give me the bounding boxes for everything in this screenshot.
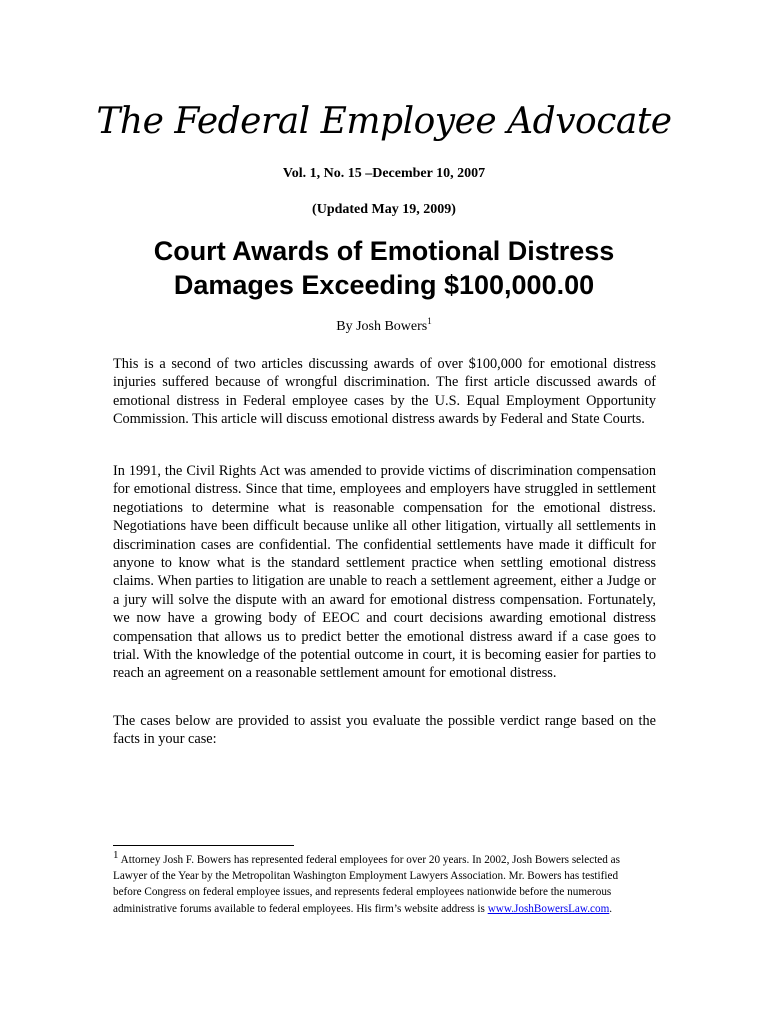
footnote-text: Attorney Josh F. Bowers has represented federal employees for over 20 years. In 2002, Josh Bowers selected as Lawyer of the Year by the Metropolitan Washington Employment Lawyers Association. Mr. Bowers has testified before Congress on federal employee issues, and represents federal employees nationwide before the numerous administrative forums available to federal employees. His firm’s website address is bbox=[113, 854, 620, 915]
footnote bbox=[113, 849, 643, 917]
byline-text: By Josh Bowers bbox=[336, 319, 428, 334]
article-headline bbox=[0, 234, 768, 302]
footnote-separator bbox=[113, 845, 294, 846]
footnote-mark: 1 bbox=[113, 849, 119, 861]
paragraph-cases-intro: The cases below are provided to assist you evaluate the possible verdict range based on the facts in your case: bbox=[113, 713, 656, 748]
headline-line-2: Damages Exceeding $100,000.00 bbox=[173, 270, 595, 300]
byline bbox=[0, 318, 768, 336]
newsletter-title: The Federal Employee Advocate bbox=[96, 101, 672, 142]
footnote-end: . bbox=[609, 902, 613, 915]
updated-line: (Updated May 19, 2009) bbox=[312, 202, 456, 217]
byline-footnote-mark[interactable]: 1 bbox=[427, 316, 432, 326]
paragraph-background: In 1991, the Civil Rights Act was amended to provide victims of discrimination compensation for emotional distress. Since that time, employees and employers have struggled in settlement negotiations to determine what is reasonable compensation for the emotional distress. Negotiations have been difficult because unlike all other litigation, virtually all settlements in discrimination cases are confidential. The confidential settlements have made it difficult for anyone to know what is the standard settlement practice when settling emotional distress claims. When parties to litigation are unable to reach a settlement agreement, either a Judge or a jury will solve the dispute with an award for emotional distress compensation. Fortunately, we now have a growing body of EEOC and court decisions awarding emotional distress compensation that allows us to predict better the emotional distress award if a case goes to trial. With the knowledge of the potential outcome in court, it is becoming easier for parties to reach an agreement on a reasonable settlement amount for emotional distress. bbox=[113, 463, 656, 682]
paragraph-intro: This is a second of two articles discussing awards of over $100,000 for emotional distress injuries suffered because of wrongful discrimination. The first article discussed awards of emotional distress in Federal employee cases by the U.S. Equal Employment Opportunity Commission. This article will discuss emotional distress awards by Federal and State Courts. bbox=[113, 356, 656, 428]
issue-line: Vol. 1, No. 15 –December 10, 2007 bbox=[282, 166, 486, 181]
website-link[interactable]: www.JoshBowersLaw.com bbox=[487, 902, 610, 915]
headline-line-1: Court Awards of Emotional Distress bbox=[153, 236, 615, 266]
